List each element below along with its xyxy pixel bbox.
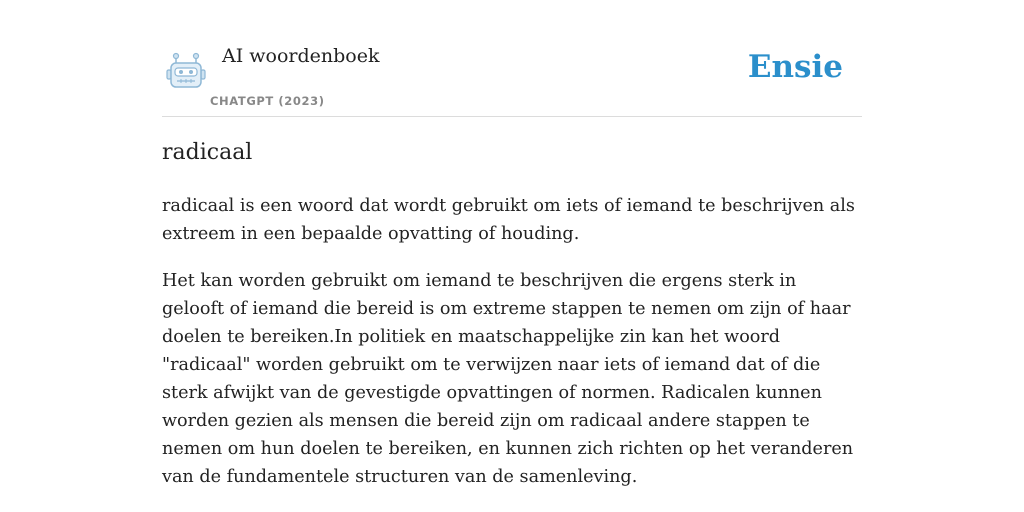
source-header — [162, 0, 862, 117]
source-title[interactable]: AI woordenboek — [222, 45, 380, 67]
ensie-logo[interactable]: Ensie — [747, 49, 843, 85]
entry-term: radicaal — [162, 140, 253, 165]
definition-paragraph: Het kan worden gebruikt om iemand te beschrijven die ergens sterk in gelooft of iemand die bereid is om extreme stappen te nemen om zijn of haar doelen te bereiken.In politiek en maatschappelijke zin kan het woord "radicaal" worden gebruikt om te verwijzen naar iets of iemand dat of die sterk afwijkt van de gevestigde opvattingen of normen. Radicalen kunnen worden gezien als mensen die bereid zijn om radicaal andere stappen te nemen om hun doelen te bereiken, en kunnen zich richten op het veranderen van de fundamentele structuren van de samenleving. — [162, 271, 854, 487]
definition-paragraph: radicaal is een woord dat wordt gebruikt om iets of iemand te beschrijven als extreem in een bepaalde opvatting of houding. — [162, 196, 855, 244]
robot-icon — [166, 51, 206, 89]
page-content — [162, 0, 862, 487]
source-subtitle: CHATGPT (2023) — [210, 94, 325, 108]
